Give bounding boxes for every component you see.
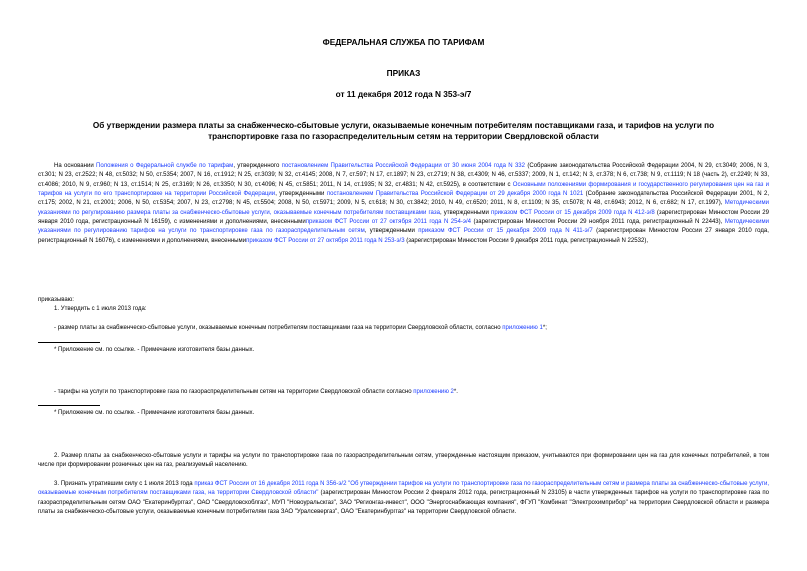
fts-order-412-link[interactable]: приказом ФСТ России от 15 декабря 2009 года N 412-э/8 [491,209,655,216]
preamble-text: (Собрание законодательства Российской Федерации 2001, N 2, ст.175; 2002, N 21, ст.2001; 2006, N 50, ст.5354; 2007, N 23, ст.2798; N 45, ст.5504; 2008, N 50, ст.5971; 2009, N 5, ст.618; N 30, ст.3842; 2010, N 49, ст.6520; 2011, N 8, ст.1109; N 35, ст.5078; N 48, ст.6943; 2012, N 6, ст.682; N 17, ст.1997), [38,191,770,207]
fts-order-356-link[interactable]: приказ ФСТ России от 16 декабря 2011 года N 356-э/2 "Об утверждении тарифов на услуги по транспортировке газа по газораспределительным сетям и размера платы за снабженческо-сбытовые услуги, оказываемые конечным потребителям поставщиками газа, на территории Свердловской области" [38,481,769,497]
preamble-text: , утвержденными [275,191,327,198]
fts-order-411-link[interactable]: приказом ФСТ России от 15 декабря 2009 года N 411-э/7 [418,228,593,235]
government-decree-1021-link[interactable]: постановлением Правительства Российской Федерации от 29 декабря 2000 года N 1021 [326,191,584,198]
item-1b-text: - тарифы на услуги по транспортировке газа по газораспределительным сетям на территории Свердловской области согласно [54,389,414,395]
footnote-divider [38,405,100,406]
date-number-heading: от 11 декабря 2012 года N 353-э/7 [335,89,472,99]
item-2: 2. Размер платы за снабженческо-сбытовые услуги и тарифы на услуги по транспортировке газа по газораспределительным сетям, утвержденные настоящим приказом, учитываются при формировании цен на газ для конечных потребителей, в том числе при формировании розничных цен на газ, реализуемый населению. [38,453,769,469]
preamble-text: , утвержденного [233,163,282,169]
preamble-text: , утвержденными [364,228,419,235]
item-3-text: (зарегистрирован Минюстом России 2 февраля 2012 года, регистрационный N 23105) [318,490,567,497]
preamble-text: (зарегистрирован Минюстом России 27 января 2010 года, регистрационный N 16076), с изменениями и дополнениями, внесенными [38,228,769,244]
methodical-guidelines-link[interactable]: Методическими указаниями по регулированию размера платы за снабженческо-сбытовые услуги, оказываемые конечным потребителям поставщиками газа [38,200,769,216]
preamble-text: На основании [54,163,96,169]
item-3-text: в части утвержденных тарифов на услуги по транспортировке газа по газораспределительным сетям ОАО "Екатеринбурггаз", ОАО "Свердловскоблгаз", МУП "Новоуральскгаз", ЗАО "Регионгаз-инвест", ООО "Энергоснабжающая компания", ФГУП "Комбинат "Электрохимприбор" на территории Свердловской области и размера платы за снабженческо-сбытовые услуги, оказываемые конечным потребителям газа ЗАО "Уралсевергаз", ОАО "Екатеринбурггаз" на территории Свердловской области. [38,490,770,516]
item-1b-tail: *. [453,389,458,395]
item-3 [38,480,769,517]
regulation-link[interactable]: Положения о Федеральной службе по тарифам [96,163,234,169]
item-3-text: 3. Признать утратившим силу с 1 июля 2013 года [54,481,195,487]
preamble-text: (зарегистрирован Минюстом России 29 января 2010 года, регистрационный N 16159), с изменениями и дополнениями, внесенными [38,209,770,226]
item-1: 1. Утвердить с 1 июля 2013 года: [54,306,147,312]
preamble-text: (зарегистрирован Минюстом России 9 декабря 2011 года, регистрационный N 22532), [404,237,649,244]
preamble-text: (зарегистрирован Минюстом России 29 ноября 2011 года, регистрационный N 22443), [471,219,725,226]
footnote-1: * Приложение см. по ссылке. - Примечание изготовителя базы данных. [54,347,255,353]
appendix-2-link[interactable]: приложению 2 [413,389,454,395]
document-type-heading: ПРИКАЗ [386,68,421,78]
appendix-1-link[interactable]: приложению 1 [502,325,543,331]
footnote-divider [38,342,100,343]
fts-order-254-link[interactable]: приказом ФСТ России от 27 октября 2011 года N 254-э/4 [305,219,472,226]
item-1a [38,324,769,333]
footnote-2: * Приложение см. по ссылке. - Примечание изготовителя базы данных. [54,410,255,416]
basic-provisions-link[interactable]: Основными положениями формирования и государственного регулирования цен на газ и тарифов на услуги по его транспортировке на территории Российской Федерации [38,181,769,198]
document-title: Об утверждении размера платы за снабженческо-сбытовые услуги, оказываемые конечным потребителям поставщиками газа, и тарифов на услуги по транспортировке газа по газораспределительным сетям на территории Свердловской области [92,121,715,141]
item-1a-tail: *; [542,325,547,331]
agency-heading: ФЕДЕРАЛЬНАЯ СЛУЖБА ПО ТАРИФАМ [322,37,485,47]
government-decree-link[interactable]: постановлением Правительства Российской Федерации от 30 июня 2004 года N 332 [281,163,526,169]
preamble-text: , утвержденными [439,209,492,216]
item-1a-text: - размер платы за снабженческо-сбытовые услуги, оказываемые конечным потребителям поставщиками газа на территории Свердловской области, согласно [54,325,503,331]
item-1b [38,388,769,397]
order-word: приказываю: [38,297,74,303]
preamble-paragraph [38,162,769,246]
fts-order-253-link[interactable]: приказом ФСТ России от 27 октября 2011 года N 253-э/3 [246,237,405,244]
preamble-text: (Собрание законодательства Российской Федерации 2004, N 29, ст.3049; 2006, N 3, ст.301; N 23, ст.2522; N 48, ст.5032; N 50, ст.5354; 2007, N 16, ст.1912; N 25, ст.3039; N 32, ст.4145; 2008, N 7, ст.597; N 17, ст.1897; N 23, ст.2719; N 38, ст.4309; N 46, ст.5337; 2009, N 1, ст.142; N 3, ст.378; N 6, ст.738; N 9, ст.1119; N 18 (часть 2), ст.2249; N 33, ст.4086; 2010, N 9, ст.960; N 13, ст.1514; N 25, ст.3169; N 26, ст.3350; N 30, ст.4096; N 45, ст.5851; 2011, N 14, ст.1935; N 32, ст.4831; N 42, ст.5925), в соответствии с [38,163,769,188]
methodical-guidelines-transport-link[interactable]: Методическими указаниями по регулированию тарифов на услуги по транспортировке газа по газораспределительным сетям [38,219,770,235]
